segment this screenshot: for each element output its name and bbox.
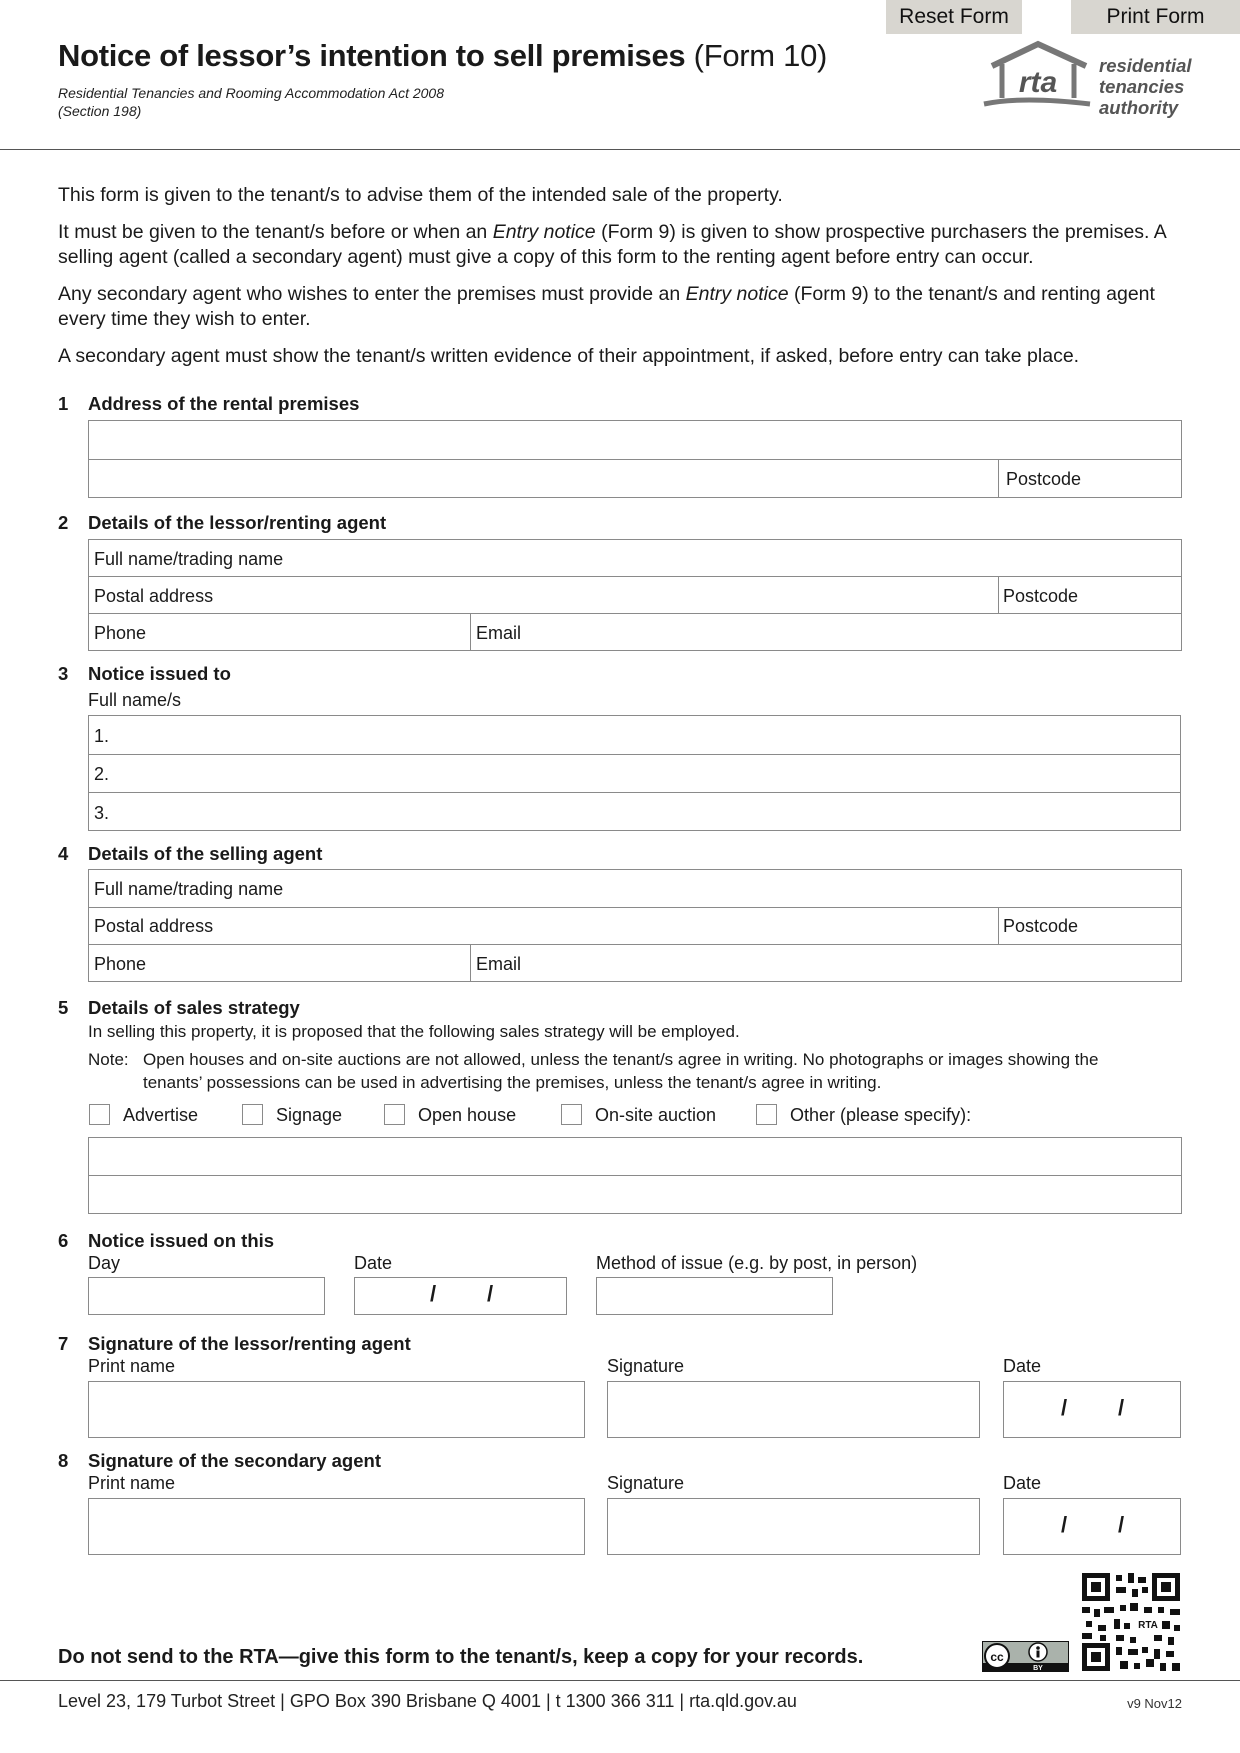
row-divider xyxy=(88,944,1182,945)
issue-date-input[interactable] xyxy=(354,1277,567,1315)
onsite-auction-label: On-site auction xyxy=(595,1105,717,1125)
method-label: Method of issue (e.g. by post, in person) xyxy=(596,1253,918,1273)
full-names-label: Full name/s xyxy=(88,690,182,710)
open-house-checkbox[interactable] xyxy=(384,1104,405,1125)
section-number: 2 xyxy=(58,512,69,533)
section-number: 6 xyxy=(58,1230,69,1251)
date-label: Date xyxy=(1003,1356,1042,1376)
secondary-signature-input[interactable] xyxy=(607,1498,980,1555)
section-number: 7 xyxy=(58,1333,69,1354)
lessor-date-input[interactable] xyxy=(1003,1381,1181,1438)
intro-paragraph-4: A secondary agent must show the tenant/s written evidence of their appointment, if asked, before entry can take place. xyxy=(58,345,1080,367)
svg-text:BY: BY xyxy=(1033,1665,1043,1672)
onsite-auction-checkbox[interactable] xyxy=(561,1104,582,1125)
svg-text:rta: rta xyxy=(1018,66,1058,99)
print-name-label: Print name xyxy=(88,1356,176,1376)
section-number: 8 xyxy=(58,1450,69,1471)
form-number: (Form 10) xyxy=(693,38,828,73)
date-separator: / xyxy=(487,1281,494,1306)
section-title-issued-to: Notice issued to xyxy=(88,663,231,684)
strategy-description: In selling this property, it is proposed that the following sales strategy will be employed. xyxy=(88,1022,740,1041)
tenant-name-3-field[interactable]: 3. xyxy=(94,803,110,823)
rta-logo-text xyxy=(1099,55,1192,118)
agent-postal-field[interactable]: Postal address xyxy=(94,916,214,936)
intro-paragraph-1: This form is given to the tenant/s to advise them of the intended sale of the property. xyxy=(58,184,783,206)
footer-divider xyxy=(0,1680,1240,1681)
row-divider xyxy=(88,754,1181,755)
svg-text:cc: cc xyxy=(990,1650,1004,1664)
postcode-field[interactable]: Postcode xyxy=(1006,469,1082,489)
other-specify-line-2-input[interactable] xyxy=(88,1176,1182,1213)
print-name-label: Print name xyxy=(88,1473,176,1493)
note-line-1: Open houses and on-site auctions are not allowed, unless the tenant/s agree in writing. No photographs or images showing the xyxy=(143,1050,1099,1069)
section-title-selling-agent: Details of the selling agent xyxy=(88,843,323,864)
col-divider xyxy=(470,613,471,651)
other-label: Other (please specify): xyxy=(790,1105,972,1125)
day-input[interactable] xyxy=(88,1277,325,1315)
address-line-2-input[interactable] xyxy=(88,460,998,497)
section-title-lessor-signature: Signature of the lessor/renting agent xyxy=(88,1333,411,1354)
rta-logo-line: tenancies xyxy=(1099,76,1185,97)
footer-notice: Do not send to the RTA—give this form to the tenant/s, keep a copy for your records. xyxy=(58,1646,864,1668)
row-divider xyxy=(88,576,1182,577)
day-label: Day xyxy=(88,1253,121,1273)
row-divider xyxy=(88,613,1182,614)
lessor-postal-field[interactable]: Postal address xyxy=(94,586,214,606)
address-line-1-input[interactable] xyxy=(88,421,1182,459)
agent-email-field[interactable]: Email xyxy=(476,954,522,974)
creative-commons-badge-icon xyxy=(982,1641,1069,1672)
date-separator: / xyxy=(430,1281,437,1306)
section-number: 1 xyxy=(58,393,69,414)
lessor-signature-input[interactable] xyxy=(607,1381,980,1438)
lessor-name-field[interactable]: Full name/trading name xyxy=(94,549,284,569)
date-separator: / xyxy=(1118,1395,1125,1420)
open-house-label: Open house xyxy=(418,1105,517,1125)
qr-code-icon xyxy=(1080,1571,1182,1673)
svg-text:RTA: RTA xyxy=(1138,1620,1158,1631)
tenant-name-2-field[interactable]: 2. xyxy=(94,764,110,784)
row-divider xyxy=(88,907,1182,908)
page-title xyxy=(58,38,827,74)
date-separator: / xyxy=(1061,1512,1068,1537)
section-title-secondary-signature: Signature of the secondary agent xyxy=(88,1450,381,1471)
signage-checkbox[interactable] xyxy=(242,1104,263,1125)
advertise-checkbox[interactable] xyxy=(89,1104,110,1125)
note-label: Note: xyxy=(88,1050,129,1069)
header-divider xyxy=(0,149,1240,150)
date-label: Date xyxy=(1003,1473,1042,1493)
method-input[interactable] xyxy=(596,1277,833,1315)
reset-form-button[interactable]: Reset Form xyxy=(886,0,1022,34)
advertise-label: Advertise xyxy=(123,1105,199,1125)
tenant-names-box xyxy=(88,715,1181,831)
agent-phone-field[interactable]: Phone xyxy=(94,954,147,974)
print-form-button[interactable]: Print Form xyxy=(1071,0,1240,34)
note-line-2: tenants’ possessions can be used in advertising the premises, unless the tenant/s agree in writing. xyxy=(143,1073,882,1092)
lessor-email-field[interactable]: Email xyxy=(476,623,522,643)
rta-logo-line: authority xyxy=(1099,97,1179,118)
date-separator: / xyxy=(1118,1512,1125,1537)
tenant-name-1-field[interactable]: 1. xyxy=(94,726,110,746)
other-specify-line-1-input[interactable] xyxy=(88,1138,1182,1175)
rta-house-icon xyxy=(982,40,1092,120)
footer-address: Level 23, 179 Turbot Street | GPO Box 390 Brisbane Q 4001 | t 1300 366 311 | rta.qld.gov.au xyxy=(58,1691,797,1711)
lessor-postcode-field[interactable]: Postcode xyxy=(1003,586,1079,606)
section-title-lessor: Details of the lessor/renting agent xyxy=(88,512,387,533)
col-divider xyxy=(998,459,999,498)
agent-postcode-field[interactable]: Postcode xyxy=(1003,916,1079,936)
section-number: 4 xyxy=(58,843,69,864)
act-name: Residential Tenancies and Rooming Accommodation Act 2008 xyxy=(58,85,445,101)
section-title-notice-issued: Notice issued on this xyxy=(88,1230,275,1251)
lessor-phone-field[interactable]: Phone xyxy=(94,623,147,643)
col-divider xyxy=(998,576,999,613)
title-text: Notice of lessor’s intention to sell premises xyxy=(58,38,686,73)
section-ref: (Section 198) xyxy=(58,103,142,119)
date-separator: / xyxy=(1061,1395,1068,1420)
rta-logo xyxy=(982,40,1092,120)
rta-logo-line: residential xyxy=(1099,55,1192,76)
intro-paragraph-2: It must be given to the tenant/s before or when an Entry notice (Form 9) is given to show prospective purchasers the premises. A selling agent (called a secondary agent) must give a copy of this form to the renting agent before entry can occur. xyxy=(58,221,1166,268)
lessor-print-name-input[interactable] xyxy=(88,1381,585,1438)
col-divider xyxy=(998,907,999,944)
other-checkbox[interactable] xyxy=(756,1104,777,1125)
secondary-date-input[interactable] xyxy=(1003,1498,1181,1555)
section-title-address: Address of the rental premises xyxy=(88,393,360,414)
section-number: 3 xyxy=(58,663,69,684)
signature-label: Signature xyxy=(607,1356,685,1376)
intro-paragraph-3: Any secondary agent who wishes to enter the premises must provide an Entry notice (Form 9) to the tenant/s and renting agent every time they wish to enter. xyxy=(58,283,1155,330)
agent-name-field[interactable]: Full name/trading name xyxy=(94,879,284,899)
signage-label: Signage xyxy=(276,1105,343,1125)
row-divider xyxy=(88,792,1181,793)
date-label: Date xyxy=(354,1253,393,1273)
section-title-strategy: Details of sales strategy xyxy=(88,997,300,1018)
secondary-print-name-input[interactable] xyxy=(88,1498,585,1555)
version-label: v9 Nov12 xyxy=(1127,1696,1182,1711)
section-number: 5 xyxy=(58,997,69,1018)
signature-label: Signature xyxy=(607,1473,685,1493)
col-divider xyxy=(470,944,471,982)
